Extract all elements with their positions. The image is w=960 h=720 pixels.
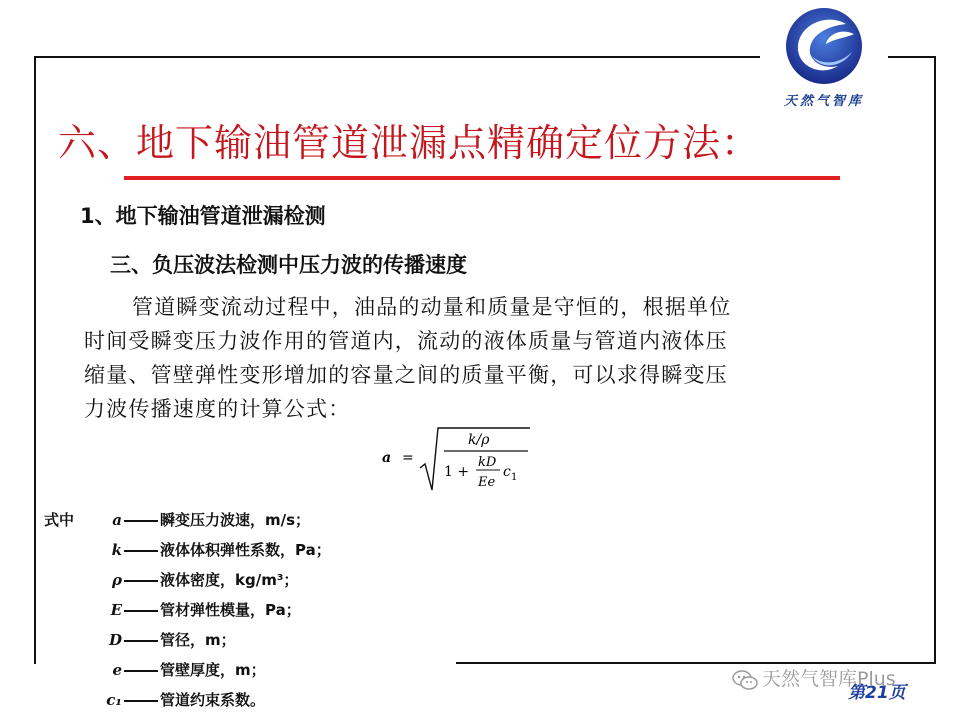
definition-symbol: a (112, 511, 122, 529)
definitions-intro: 式中 (44, 511, 75, 529)
definition-row (100, 569, 298, 590)
definition-text: 管壁厚度，m； (160, 661, 266, 679)
title-underline (124, 176, 840, 180)
slide-title: 六、地下输油管道泄漏点精确定位方法： (58, 121, 761, 165)
formula-denominator-one: 1 + (444, 464, 470, 480)
definition-dash (124, 610, 158, 612)
definition-dash (124, 700, 158, 702)
definition-symbol: c₁ (106, 691, 122, 709)
definition-symbol: D (108, 631, 122, 649)
paragraph-line: 力波传播速度的计算公式： (84, 397, 351, 421)
watermark-text: 天然气智库Plus (762, 668, 896, 690)
logo-text: 天然气智库 (783, 94, 864, 109)
definition-symbol: E (110, 601, 122, 619)
definition-text: 管材弹性模量，Pa； (160, 601, 301, 619)
paragraph-line: 时间受瞬变压力波作用的管道内，流动的液体质量与管道内液体压 (84, 329, 728, 353)
paragraph-line: 管道瞬变流动过程中，油品的动量和质量是守恒的，根据单位 (132, 295, 732, 319)
definition-row (100, 539, 331, 560)
definition-dash (124, 520, 158, 522)
formula-numerator: k/ρ (468, 432, 490, 448)
definition-dash (124, 670, 158, 672)
subsection-heading: 三、负压波法检测中压力波的传播速度 (110, 253, 467, 277)
definition-row (100, 689, 265, 710)
formula-inner-numerator: kD (478, 455, 497, 470)
definition-text: 液体体积弹性系数，Pa； (160, 541, 331, 559)
formula-equals: = (402, 450, 414, 466)
section-heading: 1、地下输油管道泄漏检测 (80, 204, 326, 228)
formula-inner-denominator: Ee (478, 475, 496, 490)
wave-speed-formula (382, 424, 532, 494)
logo (760, 2, 888, 112)
definition-text: 管道约束系数。 (160, 691, 266, 709)
formula-lhs: a (382, 450, 392, 466)
definition-text: 瞬变压力波速，m/s； (160, 511, 311, 529)
definition-symbol: k (111, 541, 122, 559)
definition-dash (124, 550, 158, 552)
page-number: 第21页 (848, 683, 906, 703)
paragraph-line: 缩量、管壁弹性变形增加的容量之间的质量平衡，可以求得瞬变压 (84, 363, 728, 387)
definition-row (100, 509, 310, 530)
wechat-icon (732, 670, 758, 690)
definition-dash (124, 580, 158, 582)
logo-emblem-icon (782, 4, 866, 88)
watermark (724, 664, 950, 690)
definition-dash (124, 640, 158, 642)
symbol-definitions (36, 506, 456, 720)
definition-text: 液体密度，kg/m³； (160, 571, 299, 589)
definition-row (100, 659, 266, 680)
definition-row (100, 599, 301, 620)
definition-text: 管径，m； (160, 631, 236, 649)
body-paragraph (84, 290, 874, 426)
formula-coefficient: c (503, 464, 511, 480)
definition-symbol: e (112, 661, 122, 679)
definition-symbol: ρ (112, 571, 122, 589)
formula-coefficient-sub: 1 (511, 472, 518, 483)
definition-row (100, 629, 236, 650)
